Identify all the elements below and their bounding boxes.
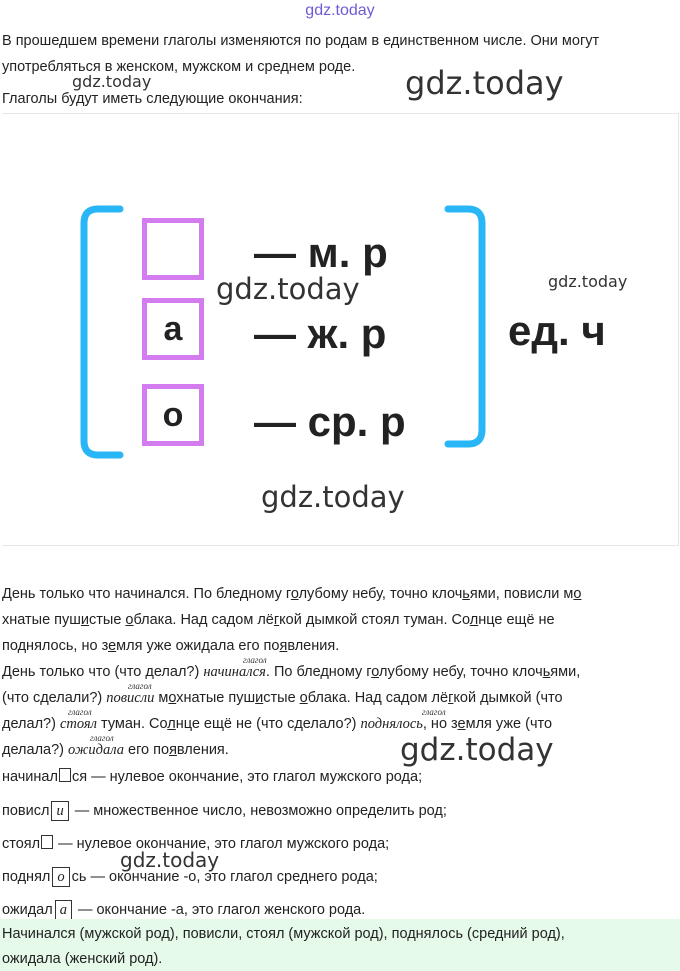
intro-line-3: Глаголы будут иметь следующие окончания: xyxy=(2,91,303,107)
text-line: День только что (что делал?) начинался. По бледному голубому небу, точно клочьями, xyxy=(2,664,581,680)
answer-block xyxy=(0,919,680,971)
ending-box-masculine xyxy=(142,218,204,280)
ending-box-feminine: а xyxy=(142,298,204,360)
answer-line-2: ожидала (женский род). xyxy=(2,951,163,967)
singular-label: ед. ч xyxy=(508,307,606,354)
ending-line: начинал ся — нулевое окончание, это глагол мужского рода; xyxy=(2,769,423,785)
header-watermark: gdz.today xyxy=(305,2,375,19)
label-masculine: — м. р xyxy=(254,229,388,276)
watermark: gdz.today xyxy=(72,72,152,91)
text-line: День только что начинался. По бледному голубому небу, точно клочьями, повисли мо xyxy=(2,586,582,602)
endings-diagram xyxy=(2,113,679,546)
text-line: делала?) ожидала его появления. xyxy=(2,742,229,758)
zero-ending-box xyxy=(41,835,53,849)
zero-ending-box xyxy=(59,768,71,782)
label-neuter: — ср. р xyxy=(254,398,406,445)
annotation-verb: глагол xyxy=(68,707,92,717)
text-line: (что сделали?) повисли мохнатые пушистые облака. Над садом лёгкой дымкой (что xyxy=(2,690,563,706)
watermark: gdz.today xyxy=(405,64,564,102)
answer-line-1: Начинался (мужской род), повисли, стоял (мужской род), поднялось (средний род), xyxy=(2,926,565,942)
ending-line: ожидал а — окончание -а, это глагол женского рода. xyxy=(2,902,366,918)
label-feminine: — ж. р xyxy=(254,310,387,357)
text-line: делал?) стоял туман. Солнце ещё не (что сделало?) поднялось, но земля уже (что xyxy=(2,716,553,732)
right-bracket xyxy=(448,209,482,444)
left-bracket xyxy=(84,209,120,455)
intro-line-2: употребляться в женском, мужском и среднем роде. xyxy=(2,59,356,75)
ending-box-neuter: о xyxy=(142,384,204,446)
watermark: gdz.today xyxy=(261,480,405,514)
watermark: gdz.today xyxy=(548,272,628,291)
annotation-verb: глагол xyxy=(422,707,446,717)
watermark: gdz.today xyxy=(120,848,220,872)
annotation-verb: глагол xyxy=(243,655,267,665)
watermark: gdz.today xyxy=(400,732,554,768)
ending-line: стоял — нулевое окончание, это глагол мужского рода; xyxy=(2,836,390,852)
intro-line-1: В прошедшем времени глаголы изменяются по родам в единственном числе. Они могут xyxy=(2,33,600,49)
watermark: gdz.today xyxy=(216,272,360,306)
text-line: поднялось, но земля уже ожидала его появления. xyxy=(2,638,340,654)
ending-line: повисл и — множественное число, невозможно определить род; xyxy=(2,803,447,819)
text-line: хнатые пушистые облака. Над садом лёгкой дымкой стоял туман. Солнце ещё не xyxy=(2,612,555,628)
annotation-verb: глагол xyxy=(128,681,152,691)
ending-line: поднял о сь — окончание -о, это глагол среднего рода; xyxy=(2,869,378,885)
annotation-verb: глагол xyxy=(90,733,114,743)
